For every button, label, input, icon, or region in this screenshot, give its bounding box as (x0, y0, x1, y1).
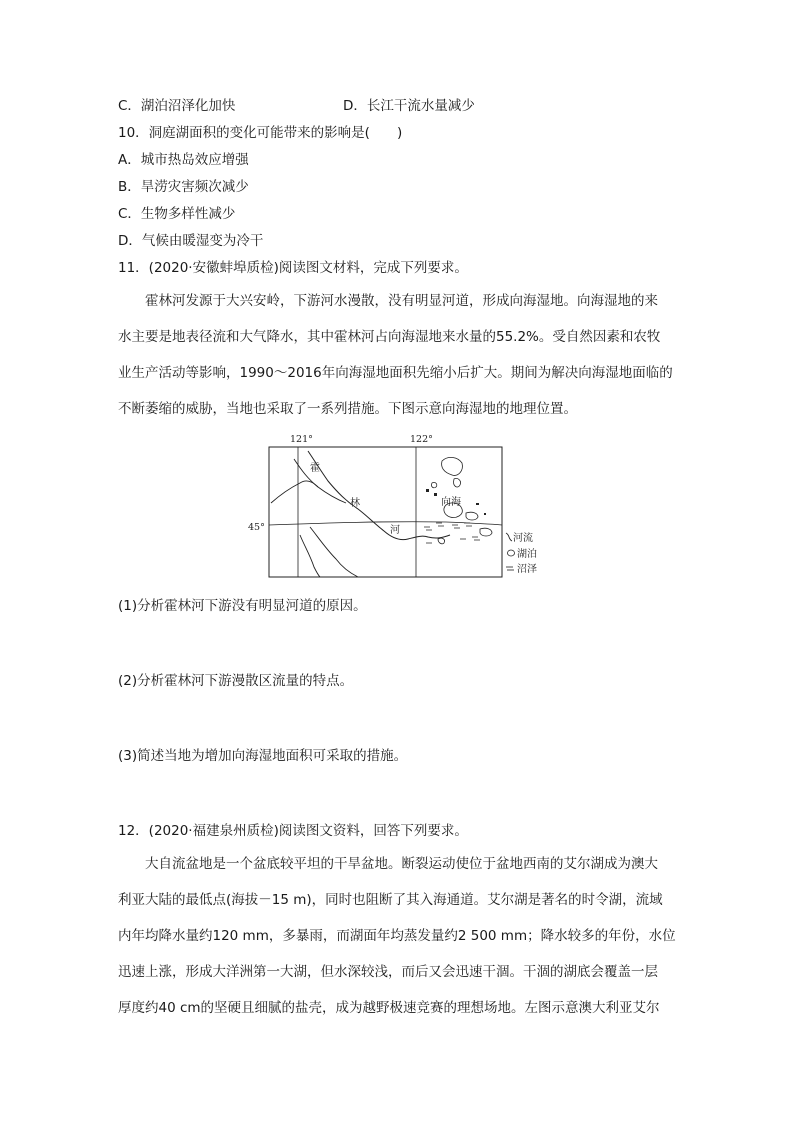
tributary-west (271, 481, 318, 503)
river-char-1: 霍 (310, 463, 320, 474)
lat-label-45: 45° (248, 522, 265, 533)
river-char-3: 河 (390, 525, 400, 536)
q11-sub-question-3: (3)简述当地为增加向海湿地面积可采取的措施。 (118, 748, 408, 764)
q10-option-b: B．旱涝灾害频次减少 (118, 179, 249, 195)
lake-north (442, 457, 463, 475)
q10-stem: 10．洞庭湖面积的变化可能带来的影响是( ) (118, 125, 403, 141)
q11-material-line: 水主要是地表径流和大气降水，其中霍林河占向海湿地来水量的55.2%。受自然因素和农牧 (118, 329, 661, 345)
lon-label-122: 122° (410, 434, 433, 445)
tributary-south (310, 527, 358, 577)
xianghai-wetland-map (248, 434, 537, 578)
q11-material-line: 不断萎缩的威胁，当地也采取了一系列措施。下图示意向海湿地的地理位置。 (118, 401, 577, 417)
river-char-2: 林 (350, 498, 360, 509)
q9-option-d: D．长江干流水量减少 (343, 98, 475, 114)
tributary-southwest (300, 535, 320, 577)
legend-lake-label: 湖泊 (517, 549, 537, 560)
q12-material-line: 迅速上涨，形成大洋洲第一大湖，但水深较浅，而后又会迅速干涸。干涸的湖底会覆盖一层 (118, 964, 658, 980)
q9-option-c: C．湖泊沼泽化加快 (118, 98, 236, 114)
q12-material-line: 厚度约40 cm的坚硬且细腻的盐壳，成为越野极速竞赛的理想场地。左图示意澳大利亚艾尔 (118, 1000, 660, 1016)
legend-river-label: 河流 (513, 533, 533, 544)
legend-marsh-symbol (506, 567, 514, 570)
q10-option-c: C．生物多样性减少 (118, 206, 236, 222)
q12-material-line: 内年均降水量约120 mm，多暴雨，而湖面年均蒸发量约2 500 mm；降水较多的年份，水位 (118, 928, 676, 944)
lake-dot (431, 482, 436, 487)
q12-stem: 12．(2020·福建泉州质检)阅读图文资料，回答下列要求。 (118, 823, 468, 839)
q11-stem: 11．(2020·安徽蚌埠质检)阅读图文材料，完成下列要求。 (118, 260, 468, 276)
map-svg (248, 434, 537, 583)
q12-material-line: 利亚大陆的最低点(海拔－15 m)，同时也阻断了其入海通道。艾尔湖是著名的时令湖，流域 (118, 892, 663, 908)
legend-river-symbol (506, 533, 512, 541)
tributary-north (294, 459, 346, 503)
huolin-river (308, 451, 450, 540)
lon-label-121: 121° (290, 434, 313, 445)
lake-east (466, 512, 478, 520)
legend-marsh-label: 沼泽 (517, 564, 537, 575)
q11-material-line: 霍林河发源于大兴安岭，下游河水漫散，没有明显河道，形成向海湿地。向海湿地的来 (145, 293, 658, 309)
q10-option-a: A．城市热岛效应增强 (118, 152, 249, 168)
q10-option-d: D．气候由暖湿变为冷干 (118, 233, 264, 249)
lake-southeast (480, 528, 492, 536)
legend-lake-symbol (508, 550, 515, 556)
lake-small (454, 478, 461, 487)
q11-sub-question-1: (1)分析霍林河下游没有明显河道的原因。 (118, 598, 367, 614)
q12-material-line: 大自流盆地是一个盆底较平坦的干旱盆地。断裂运动使位于盆地西南的艾尔湖成为澳大 (145, 856, 658, 872)
lake-label-xianghai: 向海 (441, 497, 461, 508)
marsh-symbols (424, 523, 480, 543)
q11-sub-question-2: (2)分析霍林河下游漫散区流量的特点。 (118, 673, 354, 689)
map-frame (269, 447, 502, 577)
lake-south (438, 538, 445, 544)
q11-material-line: 业生产活动等影响，1990～2016年向海湿地面积先缩小后扩大。期间为解决向海湿地面临的 (118, 365, 673, 381)
